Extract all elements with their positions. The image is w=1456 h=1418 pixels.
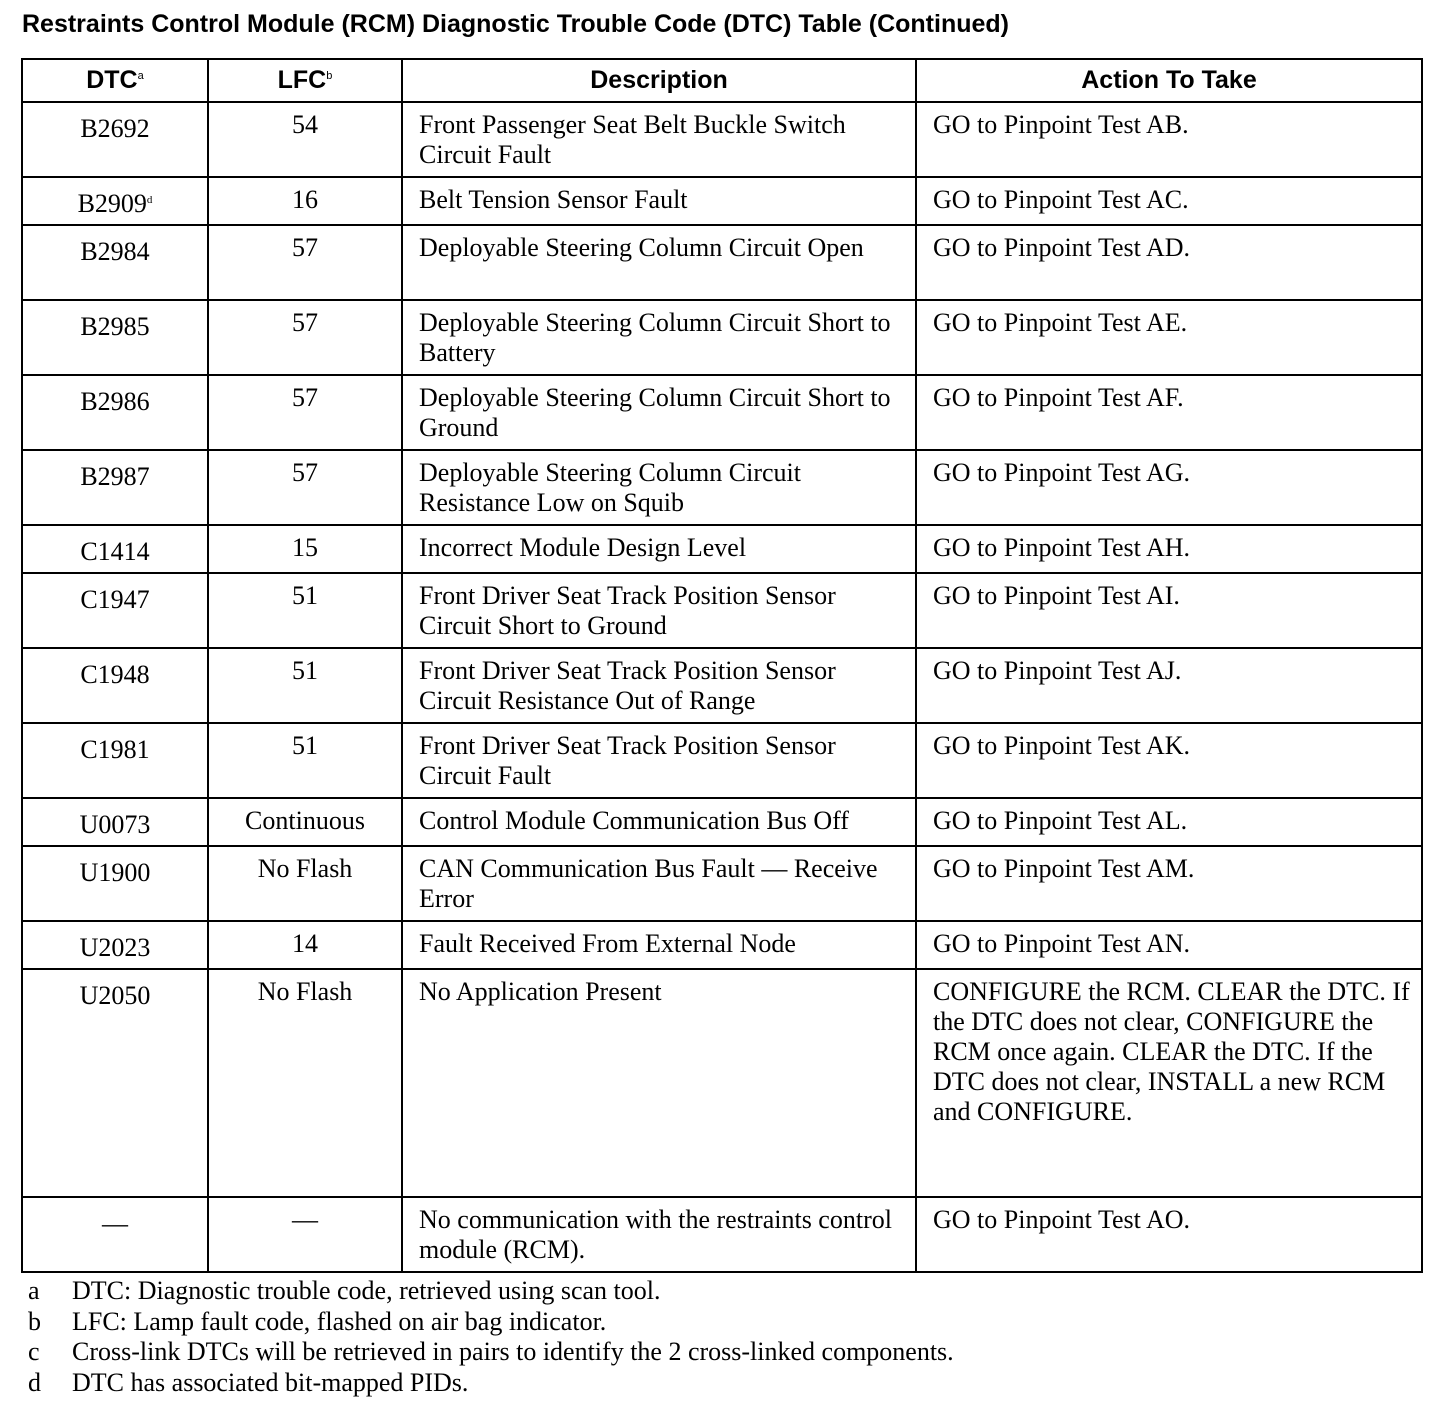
action-cell: GO to Pinpoint Test AG. bbox=[916, 450, 1422, 525]
table-row bbox=[22, 648, 1422, 723]
dtc-cell: C1414 bbox=[22, 525, 208, 573]
dtc-cell: B2987 bbox=[22, 450, 208, 525]
footnote-key: d bbox=[28, 1367, 41, 1397]
lfc-cell: 51 bbox=[208, 648, 402, 723]
description-cell: Deployable Steering Column Circuit Short to Battery bbox=[402, 300, 916, 375]
footnote-key: c bbox=[28, 1337, 40, 1366]
action-cell: GO to Pinpoint Test AN. bbox=[916, 921, 1422, 969]
action-cell: GO to Pinpoint Test AL. bbox=[916, 798, 1422, 846]
table-row bbox=[22, 969, 1422, 1197]
action-cell: GO to Pinpoint Test AM. bbox=[916, 846, 1422, 921]
table-row bbox=[22, 921, 1422, 969]
action-cell: GO to Pinpoint Test AK. bbox=[916, 723, 1422, 798]
lfc-cell: Continuous bbox=[208, 798, 402, 846]
description-cell: CAN Communication Bus Fault — Receive Error bbox=[402, 846, 916, 921]
dtc-table bbox=[21, 58, 1423, 1273]
dtc-cell: B2986 bbox=[22, 375, 208, 450]
action-cell: CONFIGURE the RCM. CLEAR the DTC. If the DTC does not clear, CONFIGURE the RCM once again. CLEAR the DTC. If the DTC does not clear, INSTALL a new RCM and CONFIGURE. bbox=[916, 969, 1422, 1197]
description-cell: No communication with the restraints control module (RCM). bbox=[402, 1197, 916, 1272]
lfc-cell: — bbox=[208, 1197, 402, 1272]
lfc-cell: No Flash bbox=[208, 969, 402, 1197]
table-row bbox=[22, 846, 1422, 921]
dtc-cell: U1900 bbox=[22, 846, 208, 921]
table-row bbox=[22, 723, 1422, 798]
lfc-cell: 15 bbox=[208, 525, 402, 573]
footnote-item bbox=[28, 1368, 954, 1399]
description-cell: Control Module Communication Bus Off bbox=[402, 798, 916, 846]
table-row bbox=[22, 102, 1422, 177]
description-cell: Deployable Steering Column Circuit Resistance Low on Squib bbox=[402, 450, 916, 525]
description-cell: Front Driver Seat Track Position Sensor Circuit Resistance Out of Range bbox=[402, 648, 916, 723]
action-cell: GO to Pinpoint Test AJ. bbox=[916, 648, 1422, 723]
action-cell: GO to Pinpoint Test AB. bbox=[916, 102, 1422, 177]
description-cell: Front Driver Seat Track Position Sensor Circuit Fault bbox=[402, 723, 916, 798]
dtc-cell: U0073 bbox=[22, 798, 208, 846]
column-header-description: Description bbox=[402, 59, 916, 102]
dtc-cell: C1981 bbox=[22, 723, 208, 798]
table-row bbox=[22, 450, 1422, 525]
footnote-item bbox=[28, 1337, 954, 1368]
footnote-text: DTC has associated bit-mapped PIDs. bbox=[72, 1367, 469, 1397]
dtc-cell: C1947 bbox=[22, 573, 208, 648]
action-cell: GO to Pinpoint Test AC. bbox=[916, 177, 1422, 225]
table-header-row bbox=[22, 59, 1422, 102]
description-cell: Belt Tension Sensor Fault bbox=[402, 177, 916, 225]
dtc-cell: B2985 bbox=[22, 300, 208, 375]
dtc-cell: B2692 bbox=[22, 102, 208, 177]
footnote-ref: d bbox=[146, 194, 153, 206]
table-row bbox=[22, 177, 1422, 225]
lfc-cell: 14 bbox=[208, 921, 402, 969]
dtc-cell: — bbox=[22, 1197, 208, 1272]
column-header-action: Action To Take bbox=[916, 59, 1422, 102]
dtc-cell: C1948 bbox=[22, 648, 208, 723]
description-cell: Fault Received From External Node bbox=[402, 921, 916, 969]
lfc-cell: 57 bbox=[208, 375, 402, 450]
action-cell: GO to Pinpoint Test AF. bbox=[916, 375, 1422, 450]
action-cell: GO to Pinpoint Test AE. bbox=[916, 300, 1422, 375]
description-cell: Deployable Steering Column Circuit Open bbox=[402, 225, 916, 300]
footnote-item bbox=[28, 1276, 954, 1307]
lfc-cell: 51 bbox=[208, 573, 402, 648]
footnotes bbox=[28, 1276, 954, 1398]
description-cell: Front Driver Seat Track Position Sensor Circuit Short to Ground bbox=[402, 573, 916, 648]
footnote-ref: a bbox=[137, 70, 144, 82]
footnote-text: LFC: Lamp fault code, flashed on air bag indicator. bbox=[72, 1306, 607, 1336]
footnote-text: DTC: Diagnostic trouble code, retrieved using scan tool. bbox=[72, 1276, 661, 1305]
footnote-key: a bbox=[28, 1276, 40, 1305]
table-row bbox=[22, 300, 1422, 375]
description-cell: Front Passenger Seat Belt Buckle Switch Circuit Fault bbox=[402, 102, 916, 177]
lfc-cell: 51 bbox=[208, 723, 402, 798]
description-cell: Deployable Steering Column Circuit Short to Ground bbox=[402, 375, 916, 450]
dtc-cell: U2023 bbox=[22, 921, 208, 969]
table-row bbox=[22, 525, 1422, 573]
action-cell: GO to Pinpoint Test AH. bbox=[916, 525, 1422, 573]
action-cell: GO to Pinpoint Test AI. bbox=[916, 573, 1422, 648]
dtc-cell: U2050 bbox=[22, 969, 208, 1197]
table-row bbox=[22, 1197, 1422, 1272]
column-header-lfc: LFC$^b$ bbox=[208, 59, 402, 102]
action-cell: GO to Pinpoint Test AD. bbox=[916, 225, 1422, 300]
dtc-cell: B2984 bbox=[22, 225, 208, 300]
table-row bbox=[22, 225, 1422, 300]
lfc-cell: 54 bbox=[208, 102, 402, 177]
lfc-cell: 16 bbox=[208, 177, 402, 225]
lfc-cell: No Flash bbox=[208, 846, 402, 921]
footnote-item bbox=[28, 1307, 954, 1338]
action-cell: GO to Pinpoint Test AO. bbox=[916, 1197, 1422, 1272]
column-header-dtc: DTC$^a$ bbox=[22, 59, 208, 102]
description-cell: Incorrect Module Design Level bbox=[402, 525, 916, 573]
table-row bbox=[22, 798, 1422, 846]
lfc-cell: 57 bbox=[208, 450, 402, 525]
lfc-cell: 57 bbox=[208, 300, 402, 375]
dtc-cell: B2909$^d$ bbox=[22, 177, 208, 225]
table-row bbox=[22, 375, 1422, 450]
footnote-key: b bbox=[28, 1306, 41, 1336]
footnote-text: Cross-link DTCs will be retrieved in pairs to identify the 2 cross-linked components. bbox=[72, 1337, 954, 1366]
description-cell: No Application Present bbox=[402, 969, 916, 1197]
page-title: Restraints Control Module (RCM) Diagnostic Trouble Code (DTC) Table (Continued) bbox=[22, 10, 1009, 38]
footnote-ref: b bbox=[326, 70, 333, 82]
table-row bbox=[22, 573, 1422, 648]
lfc-cell: 57 bbox=[208, 225, 402, 300]
